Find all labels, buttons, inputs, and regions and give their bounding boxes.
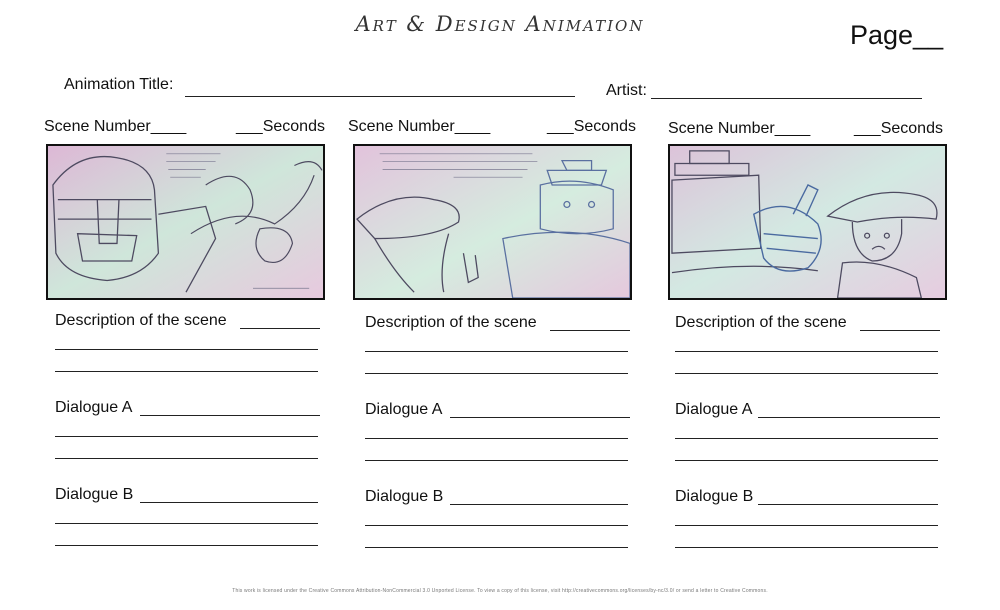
sketch-drawing <box>48 146 323 298</box>
dialogue-a-label: Dialogue A <box>675 401 753 418</box>
dialogue-a-line[interactable] <box>675 438 938 439</box>
dialogue-a-line[interactable] <box>365 438 628 439</box>
dialogue-b-line[interactable] <box>675 547 938 548</box>
dialogue-b-label: Dialogue B <box>55 486 134 503</box>
dialogue-a-line[interactable] <box>365 460 628 461</box>
scene-number-label[interactable]: Scene Number____ <box>44 118 187 135</box>
sheet-title: Art & Design Animation <box>355 12 645 36</box>
description-line[interactable] <box>55 349 318 350</box>
description-line[interactable] <box>675 373 938 374</box>
seconds-label[interactable]: ___Seconds <box>854 120 943 137</box>
dialogue-b-label: Dialogue B <box>675 488 754 505</box>
sketch-frame <box>46 144 325 300</box>
dialogue-b-line[interactable] <box>55 523 318 524</box>
description-line[interactable] <box>860 330 940 331</box>
sketch-drawing <box>670 146 945 298</box>
animation-title-line[interactable] <box>185 96 575 97</box>
dialogue-a-line[interactable] <box>450 417 630 418</box>
dialogue-b-label: Dialogue B <box>365 488 444 505</box>
dialogue-a-line[interactable] <box>140 415 320 416</box>
artist-line[interactable] <box>651 98 922 99</box>
description-label: Description of the scene <box>675 314 847 331</box>
scene-number-label[interactable]: Scene Number____ <box>668 120 811 137</box>
description-line[interactable] <box>550 330 630 331</box>
description-line[interactable] <box>675 351 938 352</box>
dialogue-a-label: Dialogue A <box>365 401 443 418</box>
dialogue-a-line[interactable] <box>55 458 318 459</box>
dialogue-a-line[interactable] <box>758 417 940 418</box>
seconds-label[interactable]: ___Seconds <box>236 118 325 135</box>
dialogue-a-label: Dialogue A <box>55 399 133 416</box>
description-line[interactable] <box>365 373 628 374</box>
description-label: Description of the scene <box>55 312 227 329</box>
description-line[interactable] <box>55 371 318 372</box>
sketch-frame <box>353 144 632 300</box>
dialogue-b-line[interactable] <box>365 547 628 548</box>
description-line[interactable] <box>240 328 320 329</box>
dialogue-a-line[interactable] <box>55 436 318 437</box>
scene-number-label[interactable]: Scene Number____ <box>348 118 491 135</box>
sketch-frame <box>668 144 947 300</box>
seconds-label[interactable]: ___Seconds <box>547 118 636 135</box>
dialogue-b-line[interactable] <box>758 504 938 505</box>
dialogue-b-line[interactable] <box>365 525 628 526</box>
description-line[interactable] <box>365 351 628 352</box>
dialogue-a-line[interactable] <box>675 460 938 461</box>
dialogue-b-line[interactable] <box>55 545 318 546</box>
license-footer: This work is licensed under the Creative Commons Attribution-NonCommercial 3.0 Unported License. To view a copy of this license, visit http://creativecommons.org/licenses/by-nc/3.0/ or send a letter to Creative Commons. <box>232 588 768 594</box>
dialogue-b-line[interactable] <box>675 525 938 526</box>
dialogue-b-line[interactable] <box>450 504 628 505</box>
animation-title-label: Animation Title: <box>64 76 174 93</box>
dialogue-b-line[interactable] <box>140 502 318 503</box>
sketch-drawing <box>355 146 630 298</box>
page-number-field[interactable]: Page__ <box>850 20 944 50</box>
artist-label: Artist: <box>606 82 647 99</box>
description-label: Description of the scene <box>365 314 537 331</box>
